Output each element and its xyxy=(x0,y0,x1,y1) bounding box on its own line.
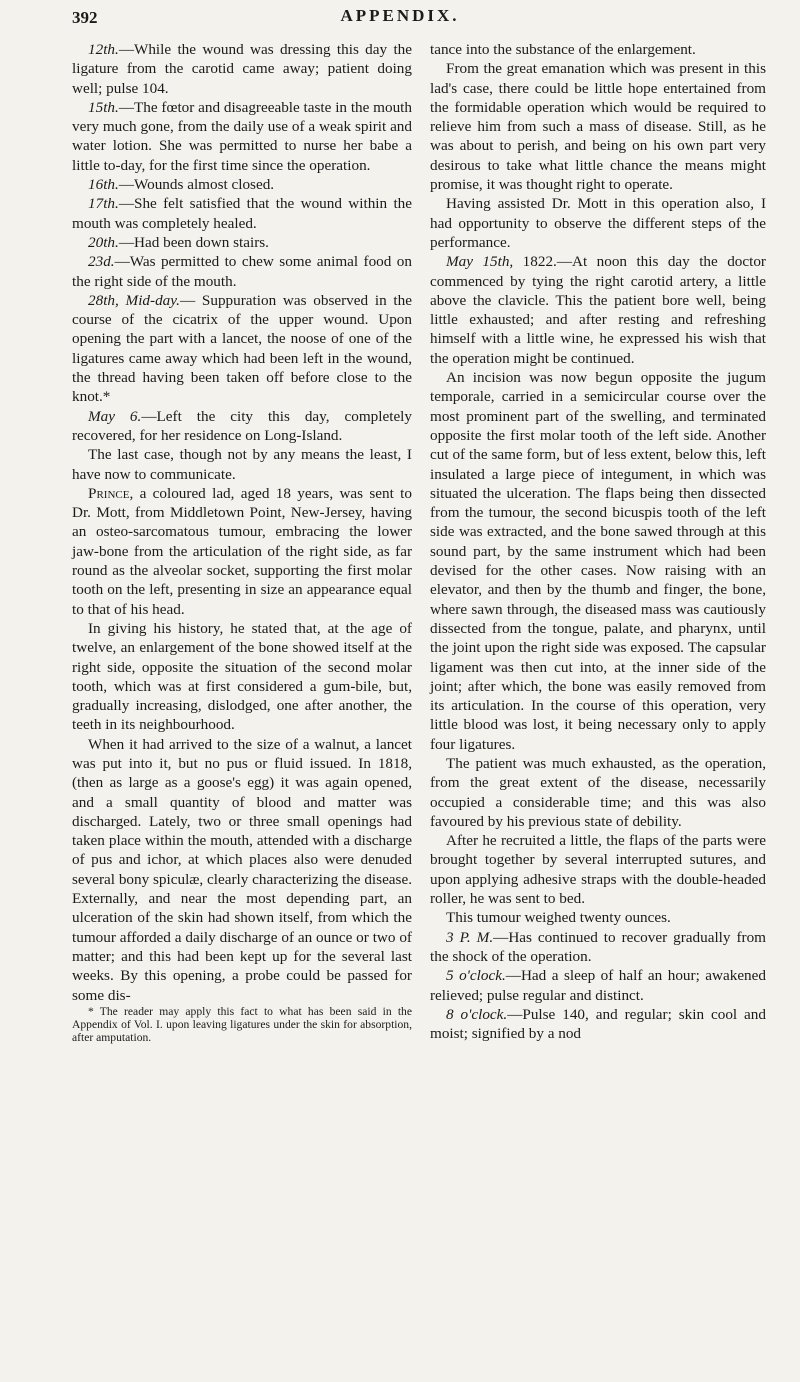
footnote: * The reader may apply this fact to what has been said in the Appendix of Vol. I. upon leaving ligatures under the skin for absorption, after amputation. xyxy=(72,1004,412,1045)
paragraph xyxy=(430,1005,766,1044)
paragraph-text: —Had a sleep of half an hour; awakened relieved; pulse regular and distinct. xyxy=(430,967,766,1004)
paragraph-lead: 15th. xyxy=(88,98,119,116)
paragraph-lead: 23d. xyxy=(88,253,115,271)
paragraph xyxy=(430,40,766,59)
paragraph-text: — Suppuration was observed in the course of the cicatrix of the upper wound. Upon opening the part with a lancet, the noose of one of the ligatures came away which had been left in the wound, the thread having been taken off before close to the knot.* xyxy=(72,291,412,406)
paragraph-text: Having assisted Dr. Mott in this operation also, I had opportunity to observe the different steps of the performance. xyxy=(430,195,766,251)
paragraph-lead: 8 o'clock. xyxy=(446,1005,508,1023)
paragraph-text: a coloured lad, aged 18 years, was sent to Dr. Mott, from Middletown Point, New-Jersey, having an osteo-sarcomatous tumour, embracing the lower jaw-bone from the articulation of the right side, as far round as the alveolar socket, supporting the first molar tooth on the left, presenting in size an appearance equal to that of his head. xyxy=(72,484,412,618)
paragraph xyxy=(72,735,412,1005)
paragraph-lead: 5 o'clock. xyxy=(446,967,506,985)
right-column xyxy=(430,40,766,1043)
paragraph xyxy=(430,928,766,967)
paragraph xyxy=(430,194,766,252)
paragraph xyxy=(72,233,412,252)
paragraph xyxy=(430,966,766,1005)
paragraph xyxy=(430,368,766,754)
paragraph-text: —Pulse 140, and regular; skin cool and moist; signified by a nod xyxy=(430,1005,766,1043)
paragraph-text: —Has continued to recover gradually from the shock of the operation. xyxy=(430,928,766,965)
paragraph xyxy=(430,252,766,368)
paragraph-text: From the great emanation which was present in this lad's case, there could be little hope entertained from the formidable operation which would be required to relieve him from such a mass of disease. Still, as he was about to perish, and being on his own part very desirous to take what little chance the means might promise, it was thought right to operate. xyxy=(430,60,766,194)
paragraph-lead: Prince, xyxy=(88,484,134,502)
paragraph xyxy=(430,754,766,831)
paragraph-lead: 3 P. M. xyxy=(446,928,494,946)
paragraph xyxy=(72,619,412,735)
paragraph-text: When it had arrived to the size of a walnut, a lancet was put into it, but no pus or fluid issued. In 1818, (then as large as a goose's egg) it was again opened, and a small quantity of blood and matter was discharged. Lately, two or three small openings had taken place within the mouth, attended with a discharge of pus and ichor, at which places also were denuded several bony spiculæ, clearly characterizing the disease. Externally, and near the most depending part, an ulceration of the skin had shown itself, from which the tumour afforded a daily discharge of an ounce or two of matter; and this had been kept up for the several last weeks. By this opening, a probe could be passed for some dis- xyxy=(72,735,412,1004)
paragraph-text: —Had been down stairs. xyxy=(118,233,269,251)
paragraph xyxy=(72,40,412,98)
paragraph-text: An incision was now begun opposite the jugum temporale, carried in a semicircular course over the most prominent part of the swelling, and terminated opposite the first molar tooth of the left side. Another cut of the same form, but of less extent, below this, left insulated a large piece of integument, in which was situated the ulceration. The flaps being then dissected from the tumour, the second bicuspis tooth of the left side was extracted, and the bone sawed through at this sound part, by the same instrument which had been devised for the other cases. Now raising with an elevator, and then by the thumb and finger, the bone, where sawn through, the diseased mass was cautiously dissected from the tongue, palate, and pharynx, until the joint upon the right side was exposed. The capsular ligament was then cut into, at the inner side of the joint; after which, the bone was easily removed from its articulation. In the course of this operation, very little blood was lost, it being necessary only to apply four ligatures. xyxy=(430,369,766,753)
paragraph xyxy=(72,194,412,233)
paragraph-lead: 28th, Mid-day. xyxy=(88,291,180,309)
paragraph-lead: May 6. xyxy=(88,407,142,425)
paragraph-lead: May 15th, xyxy=(446,253,514,271)
paragraph xyxy=(72,407,412,446)
paragraph xyxy=(430,59,766,194)
running-head: APPENDIX. xyxy=(340,6,460,25)
paragraph-text: —Left the city this day, completely recovered, for her residence on Long-Island. xyxy=(72,407,412,444)
paragraph xyxy=(72,252,412,291)
paragraph-text: —While the wound was dressing this day the ligature from the carotid came away; patient doing well; pulse 104. xyxy=(72,41,412,97)
paragraph-text: After he recruited a little, the flaps of the parts were brought together by several interrupted sutures, and upon applying adhesive straps with the double-headed roller, he was sent to bed. xyxy=(430,832,766,908)
paragraph-lead: 12th. xyxy=(88,41,119,58)
paragraph xyxy=(430,831,766,908)
paragraph-text: tance into the substance of the enlargement. xyxy=(430,41,696,58)
paragraph-text: 1822.—At noon this day the doctor commenced by tying the right carotid artery, a little above the clavicle. This the patient bore well, being little exhausted; and after resting and refreshing himself with a little wine, he expressed his wish that the operation might be continued. xyxy=(430,253,766,367)
paragraph-text: In giving his history, he stated that, at the age of twelve, an enlargement of the bone showed itself at the right side, opposite the situation of the second molar tooth, which was at first considered a gum-bile, but, gradually increasing, dislodged, one after another, the teeth in its neighbourhood. xyxy=(72,619,412,734)
paragraph-text: —Was permitted to chew some animal food on the right side of the mouth. xyxy=(72,253,412,290)
left-column xyxy=(72,40,412,1044)
paragraph xyxy=(72,484,412,619)
paragraph xyxy=(72,175,412,194)
paragraph-lead: 20th. xyxy=(88,233,119,251)
paragraph-text: —She felt satisfied that the wound within the mouth was completely healed. xyxy=(72,195,412,232)
paragraph-text: —The fœtor and disagreeable taste in the mouth very much gone, from the daily use of a weak spirit and water lotion. She was permitted to nurse her babe a little to-day, for the first time since the operation. xyxy=(72,98,412,174)
paragraph-text: —Wounds almost closed. xyxy=(118,176,275,194)
paragraph-text: The last case, though not by any means the least, I have now to communicate. xyxy=(72,446,412,483)
paragraph xyxy=(430,908,766,927)
paragraph xyxy=(72,445,412,484)
paragraph xyxy=(72,98,412,175)
paragraph-text: The patient was much exhausted, as the operation, from the great extent of the disease, necessarily occupied a considerable time; and this was also favoured by his previous state of debility. xyxy=(430,754,766,830)
paragraph-text: This tumour weighed twenty ounces. xyxy=(446,909,671,927)
paragraph-lead: 16th. xyxy=(88,176,119,194)
paragraph-lead: 17th. xyxy=(88,195,119,213)
page-number: 392 xyxy=(72,8,98,27)
paragraph xyxy=(72,291,412,407)
